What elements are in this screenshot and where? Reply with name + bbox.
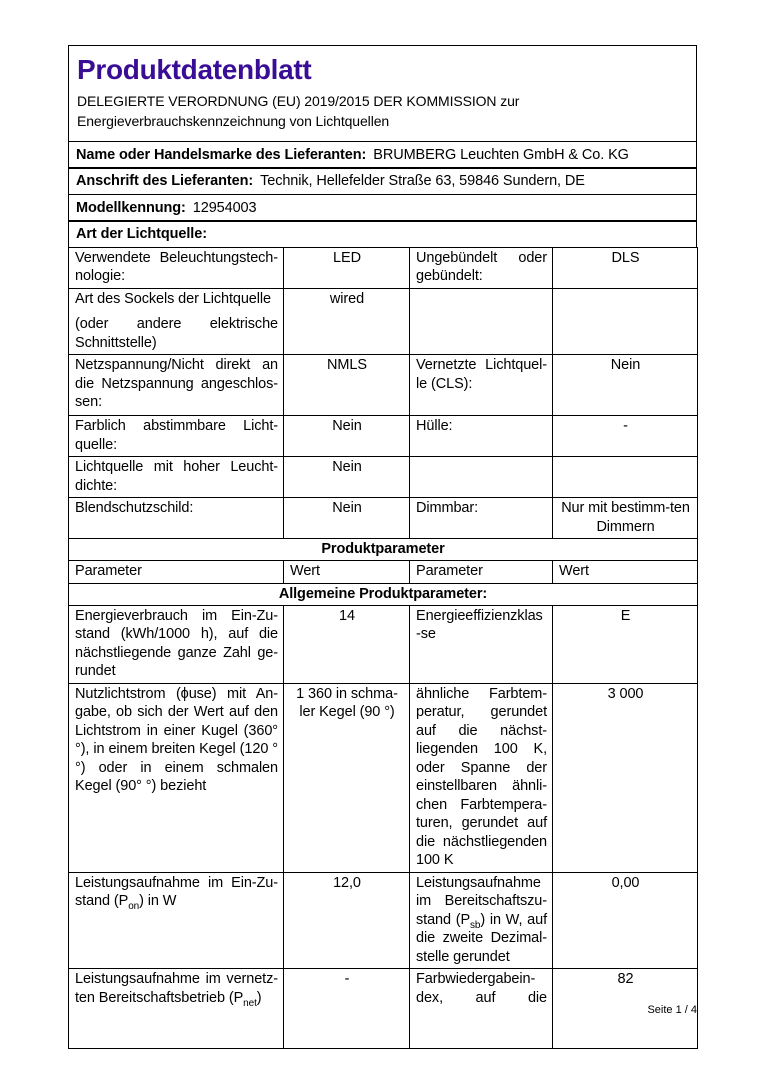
info-row-model-id [68,194,697,222]
cell-value: 1 360 in schma-ler Kegel (90 °) [284,683,410,872]
cell-param: Energieeffizienzklas-se [410,605,553,683]
section-header-produktparameter: Produktparameter [69,539,698,561]
info-value: 12954003 [192,199,257,216]
section-header-row [69,583,698,605]
cell-value: NMLS [284,355,410,416]
subtitle-line-1: DELEGIERTE VERORDNUNG (EU) 2019/2015 DER KOMMISSION zur [77,93,520,109]
cell-value: Nein [284,457,410,498]
table-row [69,247,698,288]
table-row [69,498,698,539]
cell-param: Nutzlichtstrom (ϕuse) mit An-gabe, ob sich der Wert auf den Lichtstrom in einer Kugel (360° °), in einem breiten Kegel (120 °°) oder in einem schmalen Kegel (90° °) bezieht [69,683,284,872]
cell-value: 3 000 [553,683,698,872]
cell-value: - [284,969,410,1049]
table-row [69,605,698,683]
cell-param: Netzspannung/Nicht direkt an die Netzspannung angeschlos-sen: [69,355,284,416]
table-row [69,355,698,416]
table-row [69,969,698,1049]
cell-value: 82 [553,969,698,1049]
cell-param [410,457,553,498]
table-row [69,457,698,498]
cell-param: Farbwiedergabein-dex, auf die [410,969,553,1049]
cell-param: Ungebündelt oder gebündelt: [410,247,553,288]
table-row [69,872,698,969]
cell-param: Energieverbrauch im Ein-Zu-stand (kWh/1000 h), auf die nächstliegende ganze Zahl ge-rundet [69,605,284,683]
title-block [68,45,697,142]
info-row-supplier-name [68,141,697,169]
cell-param: Vernetzte Lichtquel-le (CLS): [410,355,553,416]
document-body [68,45,697,1009]
cell-param: Verwendete Beleuchtungstech-nologie: [69,247,284,288]
page-title: Produktdatenblatt [77,54,312,85]
cell-value: LED [284,247,410,288]
cell-value: - [553,416,698,457]
subtitle-line-2: Energieverbrauchskennzeichnung von Lichtquellen [77,113,390,129]
cell-param: Leistungsaufnahme im vernetz-ten Bereitschaftsbetrieb $(P_{net})$ [69,969,284,1049]
section-header-art-der-lichtquelle [68,220,697,248]
cell-value: Nein [284,498,410,539]
table-row [69,416,698,457]
cell-param: Blendschutzschild: [69,498,284,539]
column-header: Wert [284,561,410,584]
cell-param: Dimmbar: [410,498,553,539]
cell-param: Leistungsaufnahme im Bereitschaftszu-stand $(P_{sb})$ in W, auf die zweite Dezimal-stelle gerundet [410,872,553,969]
column-header: Parameter [410,561,553,584]
cell-param [410,288,553,355]
cell-param: ähnliche Farbtem-peratur, gerundet auf die nächst-liegenden 100 K, oder Spanne der einstellbaren ähnli-chen Farbtempera-turen, gerundet auf die nächstliegenden 100 K [410,683,553,872]
cell-value: Nein [553,355,698,416]
info-value: BRUMBERG Leuchten GmbH & Co. KG [373,146,629,163]
cell-value [553,288,698,355]
cell-param: Lichtquelle mit hoher Leucht-dichte: [69,457,284,498]
cell-param: Farblich abstimmbare Licht-quelle: [69,416,284,457]
cell-value: 0,00 [553,872,698,969]
cell-param [69,288,284,355]
cell-param-line: Art des Sockels der Lichtquelle [75,290,271,307]
cell-value [553,457,698,498]
cell-value: 14 [284,605,410,683]
page-number: Seite 1 / 4 [647,1004,697,1016]
cell-param-line: (oder andere elektrische Schnittstelle) [75,316,278,351]
info-label: Anschrift des Lieferanten: [76,173,254,189]
column-header: Parameter [69,561,284,584]
cell-value: wired [284,288,410,355]
info-label: Name oder Handelsmarke des Lieferanten: [76,146,367,163]
info-label: Art der Lichtquelle: [76,226,207,242]
column-header-row [69,561,698,584]
cell-value: Nein [284,416,410,457]
info-label: Modellkennung: [76,199,186,216]
cell-param: Leistungsaufnahme im Ein-Zu-stand $(P_{on})$ in W [69,872,284,969]
cell-value: 12,0 [284,872,410,969]
column-header: Wert [553,561,698,584]
table-row [69,683,698,872]
product-parameter-table [68,247,698,1050]
cell-value: E [553,605,698,683]
cell-value: DLS [553,247,698,288]
info-row-supplier-address [68,167,697,195]
info-value: Technik, Hellefelder Straße 63, 59846 Sundern, DE [260,173,585,189]
section-header-allgemeine-produktparameter: Allgemeine Produktparameter: [69,583,698,605]
table-row [69,288,698,355]
section-header-row [69,539,698,561]
cell-value: Nur mit bestimm-ten Dimmern [553,498,698,539]
cell-param: Hülle: [410,416,553,457]
